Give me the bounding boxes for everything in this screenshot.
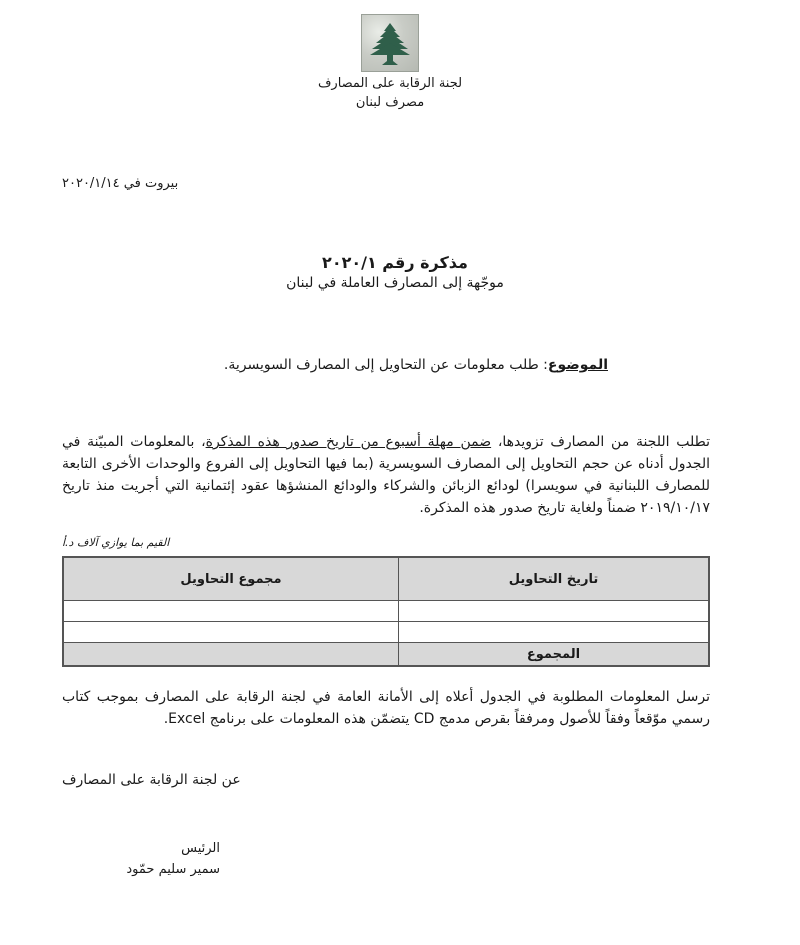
transfers-table	[62, 556, 710, 667]
subject-line	[224, 357, 608, 373]
units-note: القيم بما يوازي آلاف د.أ	[62, 536, 170, 549]
header-transfer-total: مجموع التحاويل	[63, 557, 399, 601]
signatory-name: سمير سليم حمّود	[126, 862, 220, 877]
body-deadline-underlined: ضمن مهلة أسبوع من تاريخ صدور هذه المذكرة	[205, 434, 492, 450]
date-line: بيروت في ٢٠٢٠/١/١٤	[62, 176, 179, 191]
cell-date	[399, 622, 710, 643]
table-row	[63, 601, 709, 622]
memo-title: مذكرة رقم ٢٠٢٠/١	[322, 253, 468, 272]
org-name: لجنة الرقابة على المصارف	[317, 76, 463, 91]
body-text-1: تطلب اللجنة من المصارف تزويدها،	[491, 434, 710, 450]
signatory-title: الرئيس	[181, 841, 220, 856]
cell-total	[63, 622, 399, 643]
table-header-row	[63, 557, 709, 601]
total-value	[63, 643, 399, 667]
signature-on-behalf: عن لجنة الرقابة على المصارف	[62, 772, 241, 788]
header-transfer-date: تاريخ التحاويل	[399, 557, 710, 601]
cell-date	[399, 601, 710, 622]
cell-total	[63, 601, 399, 622]
parent-org-name: مصرف لبنان	[355, 95, 425, 110]
cedar-tree-icon	[361, 14, 419, 72]
table-row	[63, 622, 709, 643]
body-paragraph	[62, 431, 710, 519]
subject-label: الموضوع	[547, 357, 608, 373]
memo-addressee: موجّهة إلى المصارف العاملة في لبنان	[286, 275, 504, 291]
table-total-row	[63, 643, 709, 667]
subject-text: : طلب معلومات عن التحاويل إلى المصارف السويسرية.	[223, 357, 548, 373]
body-text-2: ، بالمعلومات المبيّنة في الجدول أدناه عن حجم التحاويل إلى المصارف السويسرية (بما فيها التحاويل إلى الفروع والوحدات الأخرى التابعة للمصارف اللبنانية في سويسرا) لودائع الزبائن والشركاء والودائع المنشؤها عقود إئتمانية التي أجريت منذ تاريخ ٢٠١٩/١٠/١٧ ضمناً ولغاية تاريخ صدور هذه المذكرة.	[62, 434, 710, 516]
closing-paragraph: ترسل المعلومات المطلوبة في الجدول أعلاه إلى الأمانة العامة في لجنة الرقابة على المصارف بموجب كتاب رسمي موّقعاً وفقاً للأصول ومرفقاً بقرص مدمج CD يتضمّن هذه المعلومات على برنامج Excel.	[62, 689, 710, 727]
total-label: المجموع	[399, 643, 710, 667]
